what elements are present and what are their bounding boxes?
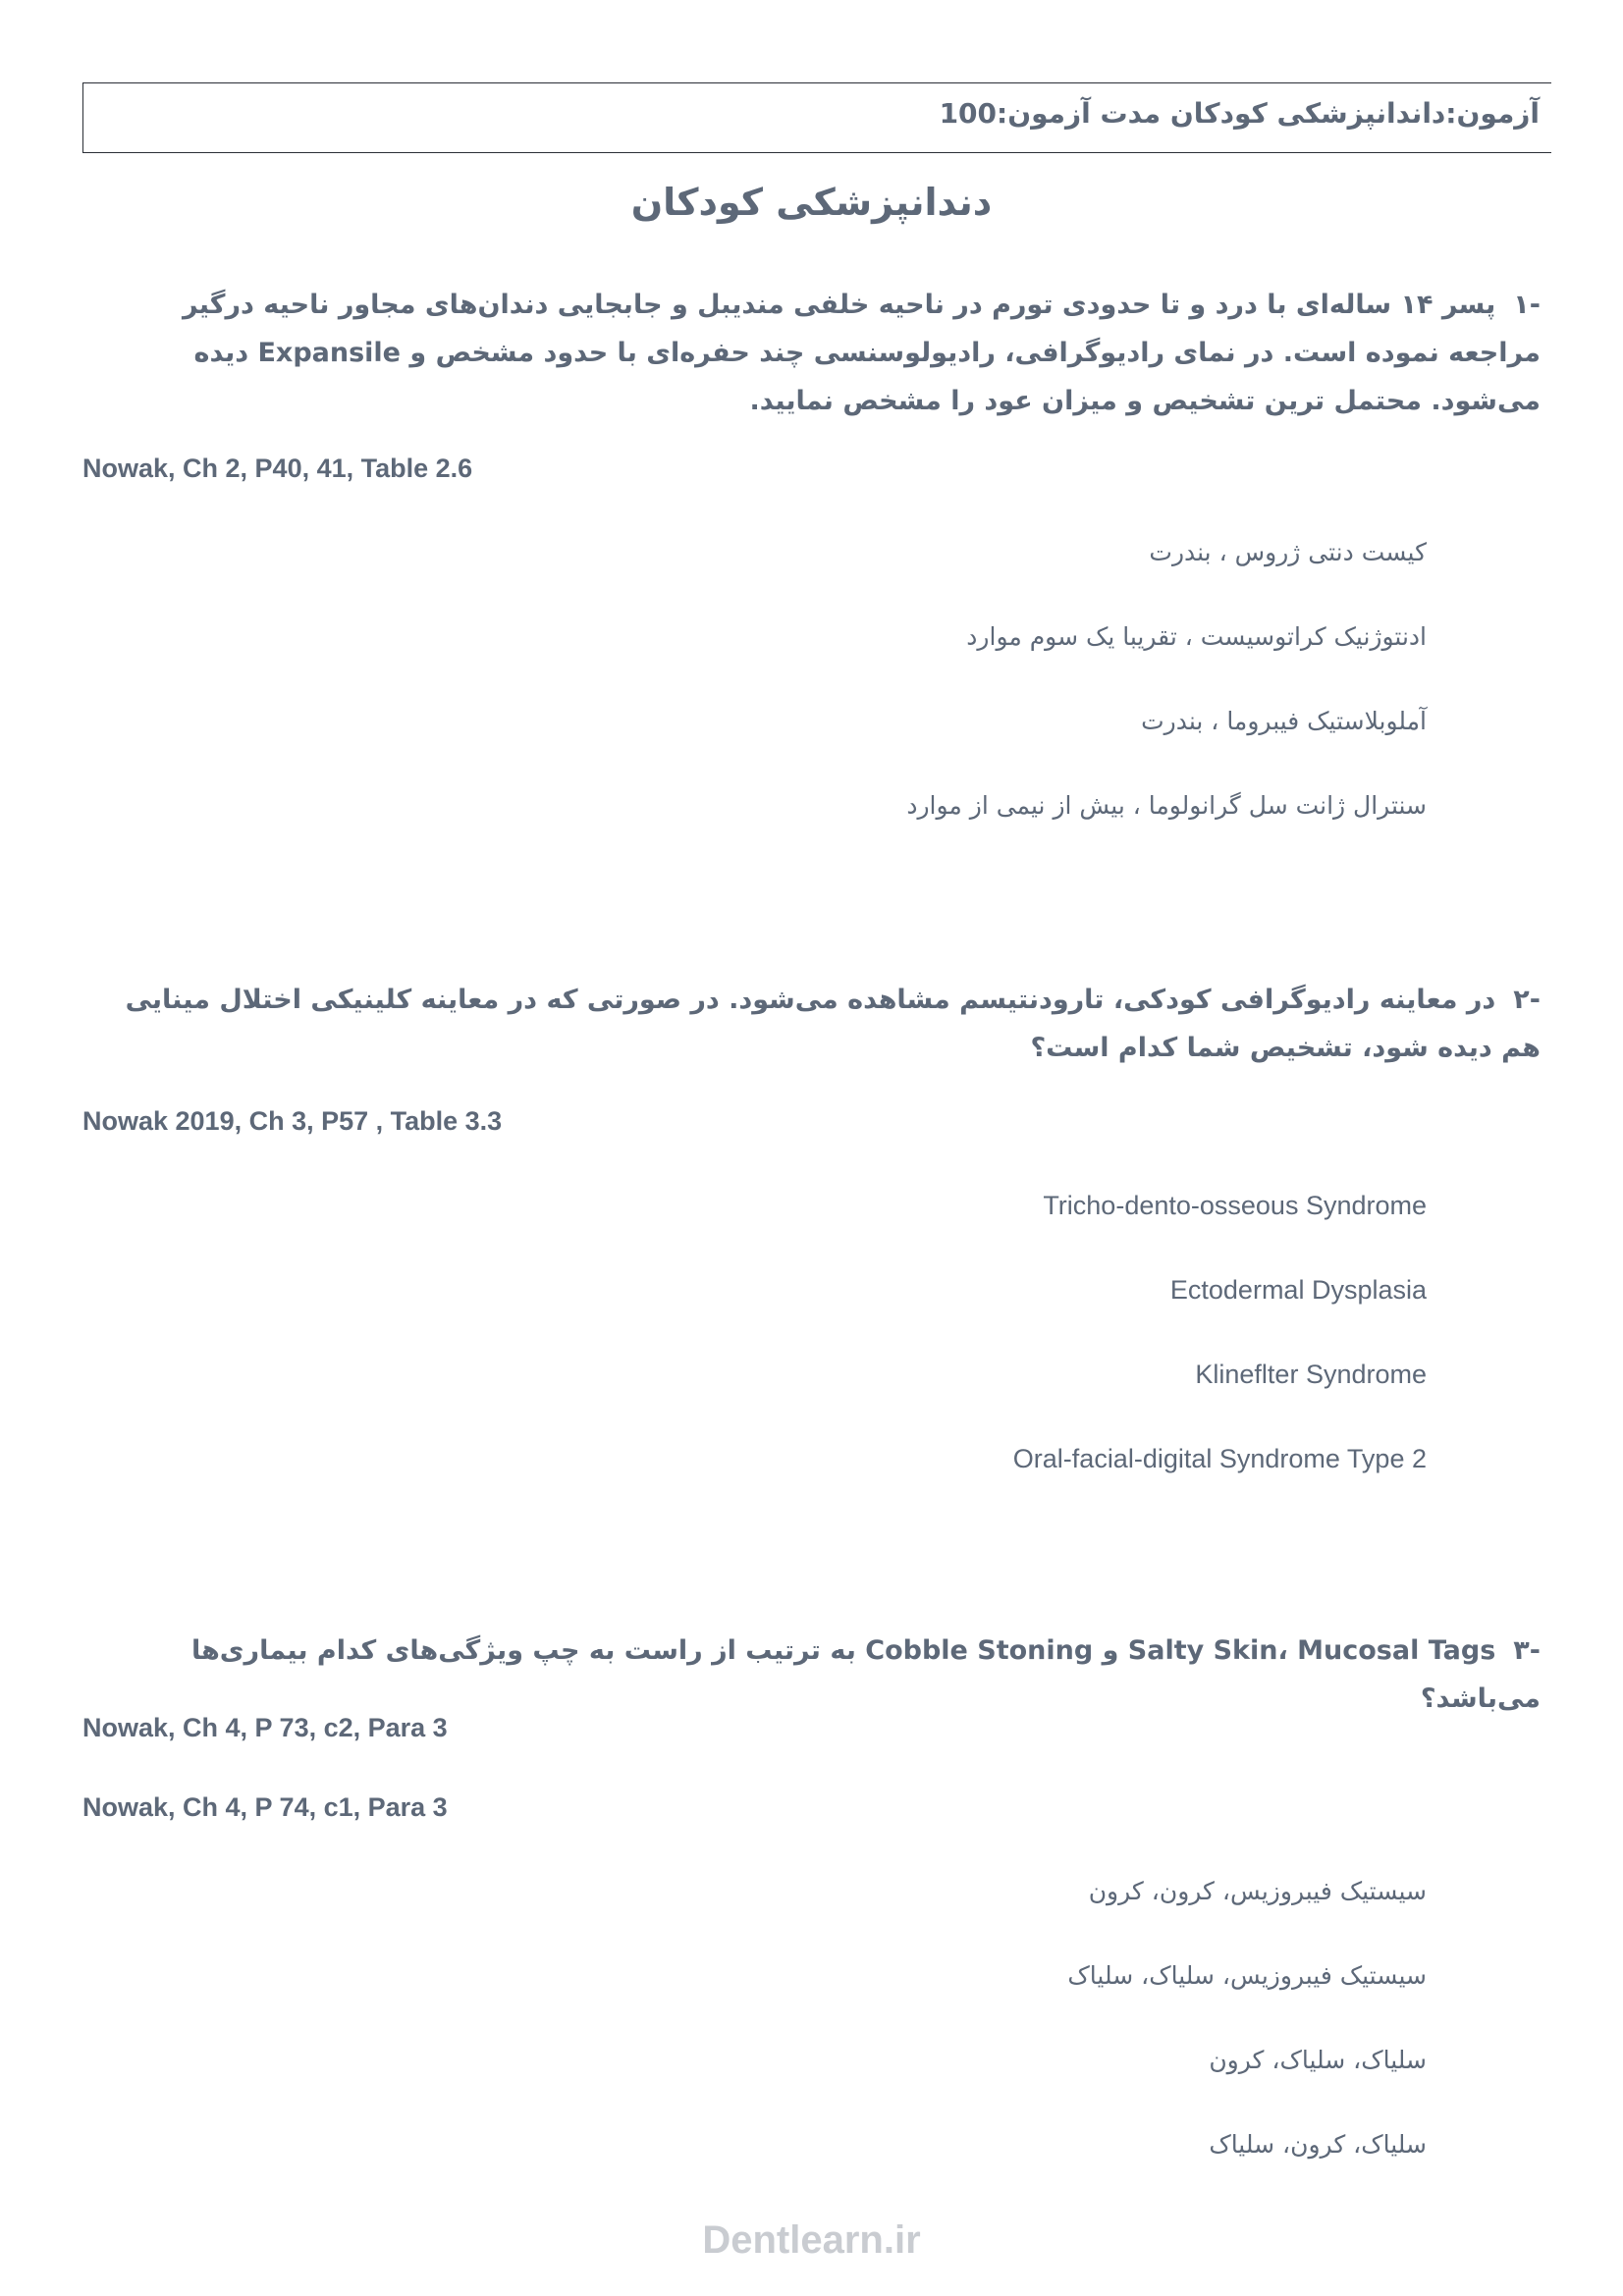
page-title: دندانپزشکی کودکان (630, 181, 993, 224)
answer-option: Tricho-dento-osseous Syndrome (1043, 1191, 1427, 1220)
question-text: در معاینه رادیوگرافی کودکی، تارودنتیسم مشاهده می‌شود. در صورتی که در معاینه کلینیکی اختلال مینایی هم دیده شود، تشخیص شما کدام است؟ (125, 985, 1541, 1063)
answer-option: ادنتوژنیک کراتوسیست ، تقریبا یک سوم موارد (966, 622, 1427, 651)
question-reference: Nowak, Ch 4, P 74, c1, Para 3 (82, 1792, 448, 1822)
answer-option: سلیاک، سلیاک، کرون (1209, 2046, 1427, 2074)
answer-option: Klineflter Syndrome (1195, 1360, 1427, 1389)
question-text: پسر ۱۴ ساله‌ای با درد و تا حدودی تورم در ناحیه خلفی مندیبل و جابجایی دندان‌های مجاور ناحیه درگیر مراجعه نموده است. در نمای رادیوگرافی، رادیولوسنسی چند حفره‌ای با حدود مشخص و Expansile دیده می‌شود. محتمل ترین تشخیص و میزان عود را مشخص نمایید. (182, 290, 1541, 416)
question-1 (82, 281, 1541, 425)
question-text: Salty Skin، Mucosal Tags و Cobble Stoning به ترتیب از راست به چپ ویژگی‌های کدام بیماری‌ها می‌باشد؟ (190, 1635, 1541, 1714)
answer-option: آملوبلاستیک فیبروما ، بندرت (1141, 707, 1427, 735)
question-number: -۲ (1513, 985, 1541, 1015)
answer-option: Oral-facial-digital Syndrome Type 2 (1012, 1444, 1427, 1473)
exam-header-box (82, 82, 1551, 153)
footer-watermark: Dentlearn.ir (702, 2218, 921, 2262)
answer-option: سیستیک فیبروزیس، کرون، کرون (1088, 1877, 1427, 1905)
answer-option: Ectodermal Dysplasia (1169, 1275, 1427, 1305)
question-reference: Nowak, Ch 2, P40, 41, Table 2.6 (82, 454, 473, 483)
answer-option: سنترال ژانت سل گرانولوما ، بیش از نیمی از موارد (906, 791, 1427, 820)
question-3 (82, 1627, 1541, 1723)
question-2 (82, 976, 1541, 1072)
answer-option: کیست دنتی ژروس ، بندرت (1149, 538, 1427, 566)
exam-header-text: آزمون:داندانپزشکی کودکان مدت آزمون:100 (939, 97, 1540, 130)
question-reference: Nowak, Ch 4, P 73, c2, Para 3 (82, 1713, 448, 1742)
question-number: -۱ (1513, 290, 1541, 320)
answer-option: سیستیک فیبروزیس، سلیاک، سلیاک (1067, 1961, 1427, 1990)
question-number: -۳ (1513, 1635, 1541, 1666)
answer-option: سلیاک، کرون، سلیاک (1209, 2130, 1427, 2159)
question-reference: Nowak 2019, Ch 3, P57 , Table 3.3 (82, 1106, 503, 1136)
